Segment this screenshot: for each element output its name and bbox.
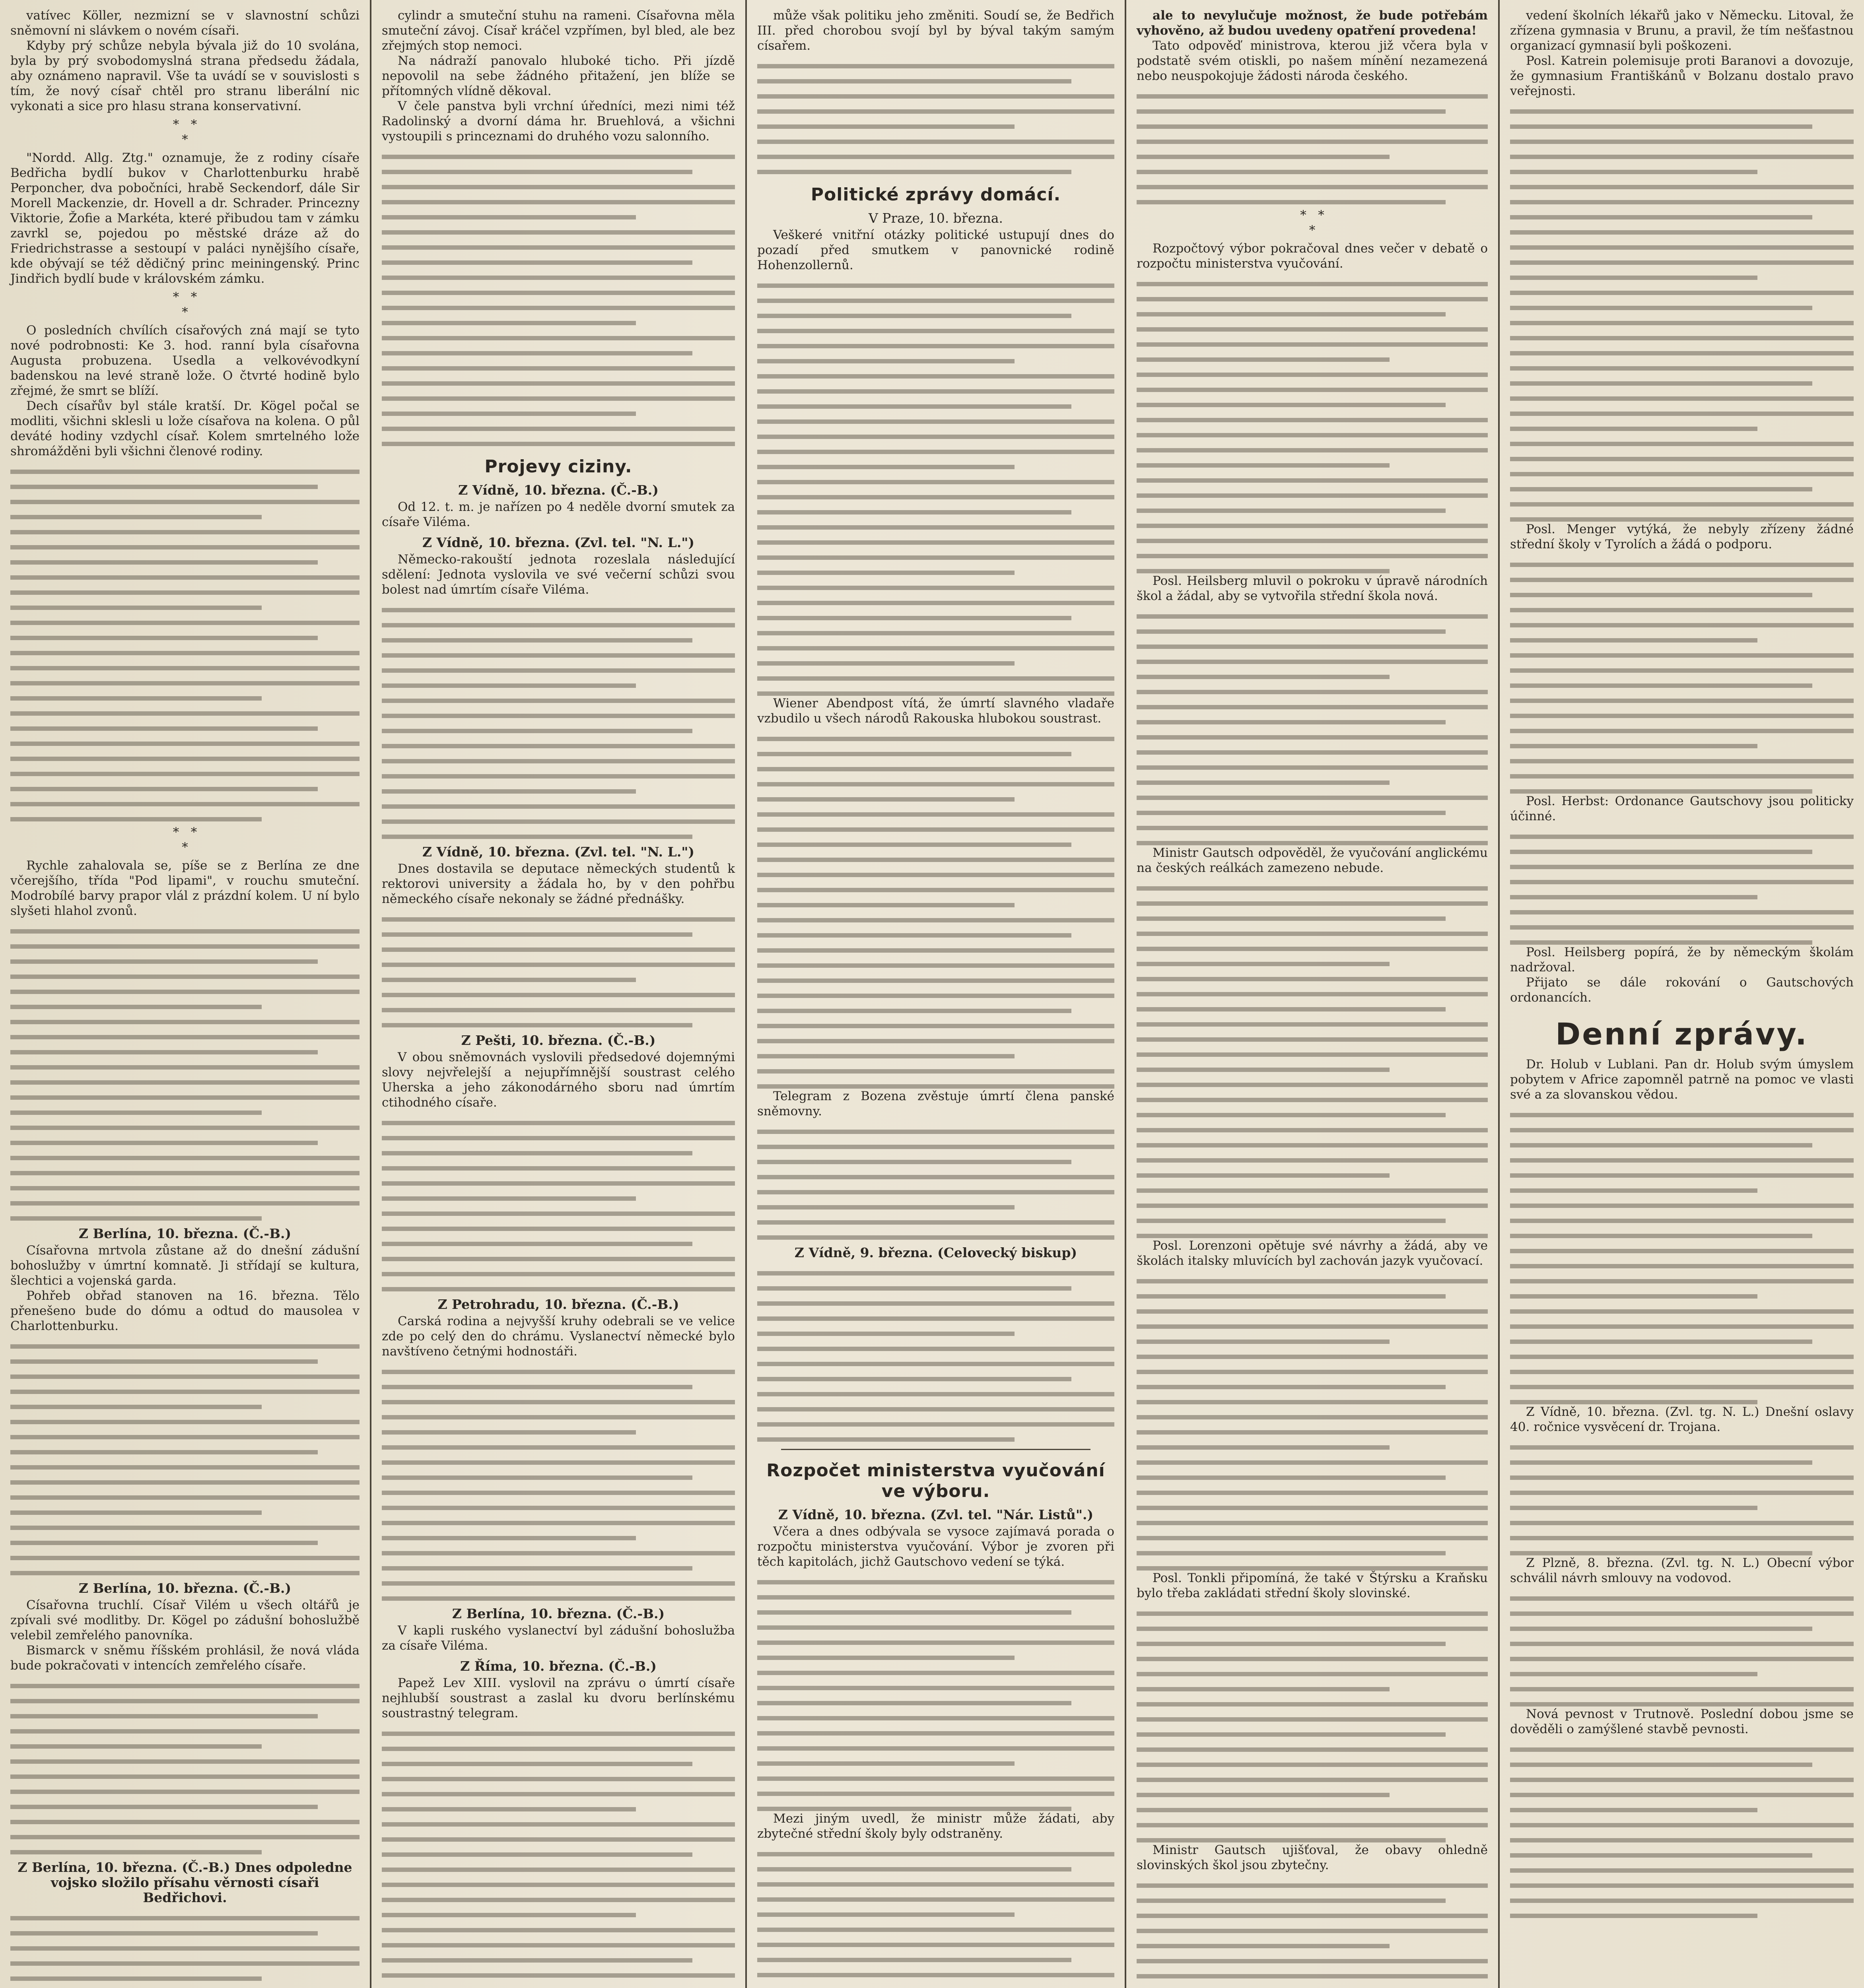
dateline: Z Pešti, 10. března. (Č.-B.)	[461, 1033, 656, 1048]
paragraph: Císařovna truchlí. Císař Vilém u všech oltářů je zpívali své modlitby. Dr. Kögel po zádušní bohoslužbě velebil zemřelého panovníka.	[10, 1598, 360, 1642]
text-filler	[10, 1916, 360, 1988]
paragraph: Ministr Gautsch odpověděl, že vyučování anglickému na českých reálkách zamezeno nebude.	[1137, 846, 1488, 875]
paragraph: Dech císařův byl stále kratší. Dr. Kögel počal se modliti, všichni sklesli u lože císařova na kolena. O půl deváté hodiny vzdychl císař. Kolem smrtelného lože shromážděni byli všichni členové rodiny.	[10, 399, 360, 458]
paragraph: Včera a dnes odbývala se vysoce zajímavá porada o rozpočtu ministerstva vyučování. Výbor je zvoren při těch kapitolách, jichž Gautschovo vedení se týká.	[757, 1524, 1114, 1569]
paragraph: Posl. Heilsberg popírá, že by německým školám nadržoval.	[1510, 945, 1854, 975]
paragraph: Z Plzně, 8. března. (Zvl. tg. N. L.) Obecní výbor schválil návrh smlouvy na vodovod.	[1510, 1556, 1854, 1585]
star-separator: * * *	[173, 117, 197, 147]
text-filler	[1510, 1113, 1854, 1404]
paragraph: Tato odpověď ministrova, kterou již včera byla v podstatě svém otiskli, po našem mínění nezamezená nebo neuspokojuje žádosti národa českého.	[1137, 39, 1488, 83]
dateline: Z Vídně, 10. března. (Zvl. tel. "Nár. Listů".)	[778, 1507, 1094, 1522]
paragraph: Veškeré vnitřní otázky politické ustupují dnes do pozadí před smutkem v panovnické rodině Hohenzollernů.	[757, 228, 1114, 272]
text-filler	[1137, 282, 1488, 573]
text-filler	[382, 917, 735, 1027]
section-heading-denni-zpravy: Denní zprávy.	[1555, 1016, 1808, 1052]
star-separator: * * *	[173, 290, 197, 319]
text-filler	[382, 608, 735, 839]
paragraph: Mezi jiným uvedl, že ministr může žádati, aby zbytečné střední školy byly odstraněny.	[757, 1811, 1114, 1841]
dateline: Z Vídně, 10. března. (Zvl. tel. "N. L.")	[422, 844, 695, 860]
dateline: Z Petrohradu, 10. března. (Č.-B.)	[437, 1297, 679, 1312]
text-filler	[382, 1370, 735, 1601]
text-filler	[10, 1344, 360, 1575]
paragraph: Z Vídně, 10. března. (Zvl. tg. N. L.) Dnešní oslavy 40. ročnice vysvěcení dr. Trojana.	[1510, 1405, 1854, 1434]
paragraph: vatívec Köller, nezmizní se v slavnostní schůzi sněmovní ni slávkem o novém císaři.	[10, 8, 360, 38]
dateline: V Praze, 10. března.	[868, 210, 1003, 226]
text-filler	[1510, 1596, 1854, 1706]
text-filler	[757, 64, 1114, 174]
column-3	[747, 0, 1125, 1988]
paragraph: Papež Lev XIII. vyslovil na zprávu o úmrtí císaře nejhlubší soustrast a zaslal ku dvoru berlínskému soustrastný telegram.	[382, 1676, 735, 1720]
dateline: Z Berlína, 10. března. (Č.-B.)	[452, 1606, 665, 1621]
text-filler	[1137, 886, 1488, 1238]
paragraph: Na nádraží panovalo hluboké ticho. Při jízdě nepovolil na sebe žádného přitažení, jen blíže se přítomných vlídně děkoval.	[382, 54, 735, 98]
text-filler	[1510, 109, 1854, 522]
paragraph: O posledních chvílích císařových zná mají se tyto nové podrobnosti: Ke 3. hod. ranní byla císařovna Augusta probuzena. Usedla a velkovévodkyní badenskou na levé straně lože. O čtvrté hodině bylo zřejmé, že smrt se blíží.	[10, 323, 360, 398]
text-filler	[757, 1130, 1114, 1240]
paragraph: Rychle zahalovala se, píše se z Berlína ze dne včerejšího, třída "Pod lipami", v rouchu smuteční. Modrobílé barvy prapor vlál z prázdní kolem. U ní bylo slyšeti hlahol zvonů.	[10, 858, 360, 918]
paragraph: Kdyby prý schůze nebyla bývala již do 10 svolána, byla by prý svobodomyslná strana předsedu žádala, aby oznámeno napravil. Vše ta uvádí se v souvislosti s tím, že nový císař chtěl pro stranu liberální nic vykonati a sice pro hlasu strana konservativní.	[10, 39, 360, 113]
paragraph: Rozpočtový výbor pokračoval dnes večer v debatě o rozpočtu ministerstva vyučování.	[1137, 241, 1488, 271]
paragraph: Posl. Herbst: Ordonance Gautschovy jsou politicky účinné.	[1510, 794, 1854, 823]
text-filler	[382, 1121, 735, 1291]
paragraph: může však politiku jeho změniti. Soudí se, že Bedřich III. před chorobou svojí byl by býval takým samým císařem.	[757, 8, 1114, 53]
section-divider	[781, 1449, 1090, 1450]
paragraph: V čele panstva byli vrchní úředníci, mezi nimi též Radolinský a dvorní dáma hr. Bruehlová, a všichni vystoupili s princeznami do druhého vozu salonního.	[382, 99, 735, 144]
paragraph: Carská rodina a nejvyšší kruhy odebrali se ve velice zde po celý den do chrámu. Vyslanectví německé bylo navštíveno četnými hodnostáři.	[382, 1314, 735, 1359]
section-heading: Projevy ciziny.	[484, 456, 632, 477]
paragraph: Pohřeb obřad stanoven na 16. března. Tělo přenešeno bude do dómu a odtud do mausolea v Charlottenburku.	[10, 1289, 360, 1333]
paragraph: Posl. Menger vytýká, že nebyly zřízeny žádné střední školy v Tyrolích a žádá o podporu.	[1510, 522, 1854, 551]
text-filler	[1510, 1747, 1854, 1918]
paragraph: ale to nevylučuje možnost, že bude potřebám vyhověno, až budou uvedeny opatření provedena!	[1137, 8, 1488, 38]
text-filler	[10, 929, 360, 1221]
text-filler	[10, 1684, 360, 1854]
paragraph: Císařovna mrtvola zůstane až do dnešní zádušní bohoslužby v úmrtní komnatě. Ji střídají se kultura, šlechtici a vojenská garda.	[10, 1243, 360, 1288]
text-filler	[757, 283, 1114, 696]
text-filler	[757, 1852, 1114, 1988]
text-filler	[1510, 835, 1854, 945]
dateline: Z Berlína, 10. března. (Č.-B.) Dnes odpoledne vojsko složilo přísahu věrnosti císaři Bedřichovi.	[17, 1860, 352, 1905]
paragraph: Od 12. t. m. je nařízen po 4 neděle dvorní smutek za císaře Viléma.	[382, 500, 735, 529]
column-1	[0, 0, 370, 1988]
paragraph: Dr. Holub v Lublani. Pan dr. Holub svým úmyslem pobytem v Africe zapomněl patrně na pomoc ve vlasti své a za slovanskou vědou.	[1510, 1057, 1854, 1102]
text-filler	[757, 737, 1114, 1089]
paragraph: Přijato se dále rokování o Gautschových ordonancích.	[1510, 975, 1854, 1005]
text-filler	[1137, 1279, 1488, 1571]
text-filler	[1137, 614, 1488, 845]
star-separator: * * *	[1300, 208, 1324, 237]
paragraph: "Nordd. Allg. Ztg." oznamuje, že z rodiny císaře Bedřicha bydlí bukov v Charlottenburku hrabě Perponcher, dva pobočníci, hrabě Seckendorf, dále Sir Morell Mackenzie, dr. Hovell a dr. Schrader. Princezny Viktorie, Žofie a Markéta, které přibudou tam v zámku zavrkl se, pojedou po městské dráze až do Friedrichstrasse a sestoupí v paláci nynějšího císaře, kde obývají se též dědičný princ meiningenský. Princ Jindřich bydlí bude v královském zámku.	[10, 151, 360, 286]
paragraph: Bismarck v sněmu říšském prohlásil, že nová vláda bude pokračovati v intencích zemřelého císaře.	[10, 1643, 360, 1673]
paragraph: Posl. Heilsberg mluvil o pokroku v úpravě národních škol a žádal, aby se vytvořila střední škola nová.	[1137, 574, 1488, 603]
paragraph: Nová pevnost v Trutnově. Poslední dobou jsme se dověděli o zamýšlené stavbě pevnosti.	[1510, 1707, 1854, 1736]
section-heading: Politické zprávy domácí.	[811, 184, 1061, 205]
paragraph: Posl. Tonkli připomíná, že také v Štýrsku a Kraňsku bylo třeba zakládati střední školy slovinské.	[1137, 1571, 1488, 1600]
dateline: Z Říma, 10. března. (Č.-B.)	[460, 1658, 657, 1674]
paragraph: Telegram z Bozena zvěstuje úmrtí člena panské sněmovny.	[757, 1089, 1114, 1118]
star-separator: * * *	[173, 825, 197, 854]
text-filler	[1510, 1445, 1854, 1555]
column-2	[371, 0, 745, 1988]
column-4	[1126, 0, 1498, 1988]
paragraph: Ministr Gautsch ujišťoval, že obavy ohledně slovinských škol jsou zbytečny.	[1137, 1843, 1488, 1872]
paragraph: vedení školních lékařů jako v Německu. Litoval, že zřízena gymnasia v Brunu, a pravil, že tím nešťastnou organizací gymnasií byli poškozeni.	[1510, 8, 1854, 53]
text-filler	[10, 470, 360, 821]
text-filler	[1510, 563, 1854, 794]
dateline: Z Vídně, 10. března. (Zvl. tel. "N. L.")	[422, 535, 695, 550]
paragraph: cylindr a smuteční stuhu na rameni. Císařovna měla smuteční závoj. Císař kráčel vzpřímen, byl bled, ale bez zřejmých stop nemoci.	[382, 8, 735, 53]
text-filler	[382, 1732, 735, 1988]
text-filler	[1137, 94, 1488, 204]
paragraph: Posl. Lorenzoni opětuje své návrhy a žádá, aby ve školách italsky mluvících byl zachován jazyk vyučovací.	[1137, 1239, 1488, 1268]
section-heading: Rozpočet ministerstva vyučování ve výboru.	[766, 1460, 1105, 1501]
column-5	[1500, 0, 1864, 1988]
paragraph: V obou sněmovnách vyslovili předsedové dojemnými slovy nejvřelejší a nejupřímnější soustrast celého Uherska a jeho zákonodárného sboru nad úmrtím ctihodného císaře.	[382, 1050, 735, 1110]
paragraph: Posl. Katrein polemisuje proti Baranovi a dovozuje, že gymnasium Františkánů v Bolzanu dostalo pravo veřejnosti.	[1510, 54, 1854, 98]
text-filler	[757, 1271, 1114, 1442]
text-filler	[1137, 1883, 1488, 1988]
paragraph: Dnes dostavila se deputace německých studentů k rektorovi university a žádala ho, by v den pohřbu německého císaře nekonaly se žádné přednášky.	[382, 862, 735, 906]
paragraph: Německo-rakouští jednota rozeslala následující sdělení: Jednota vyslovila ve své večerní schůzi svou bolest nad úmrtím císaře Viléma.	[382, 552, 735, 597]
text-filler	[1137, 1611, 1488, 1842]
paragraph: V kapli ruského vyslanectví byl zádušní bohoslužba za císaře Viléma.	[382, 1623, 735, 1653]
text-filler	[757, 1580, 1114, 1811]
text-filler	[382, 155, 735, 446]
dateline: Z Berlína, 10. března. (Č.-B.)	[78, 1580, 292, 1596]
dateline: Z Vídně, 10. března. (Č.-B.)	[458, 482, 659, 498]
dateline: Z Berlína, 10. března. (Č.-B.)	[78, 1226, 292, 1241]
dateline: Z Vídně, 9. března. (Celovecký biskup)	[794, 1245, 1077, 1260]
paragraph: Wiener Abendpost vítá, že úmrtí slavného vladaře vzbudilo u všech národů Rakouska hlubokou soustrast.	[757, 696, 1114, 726]
